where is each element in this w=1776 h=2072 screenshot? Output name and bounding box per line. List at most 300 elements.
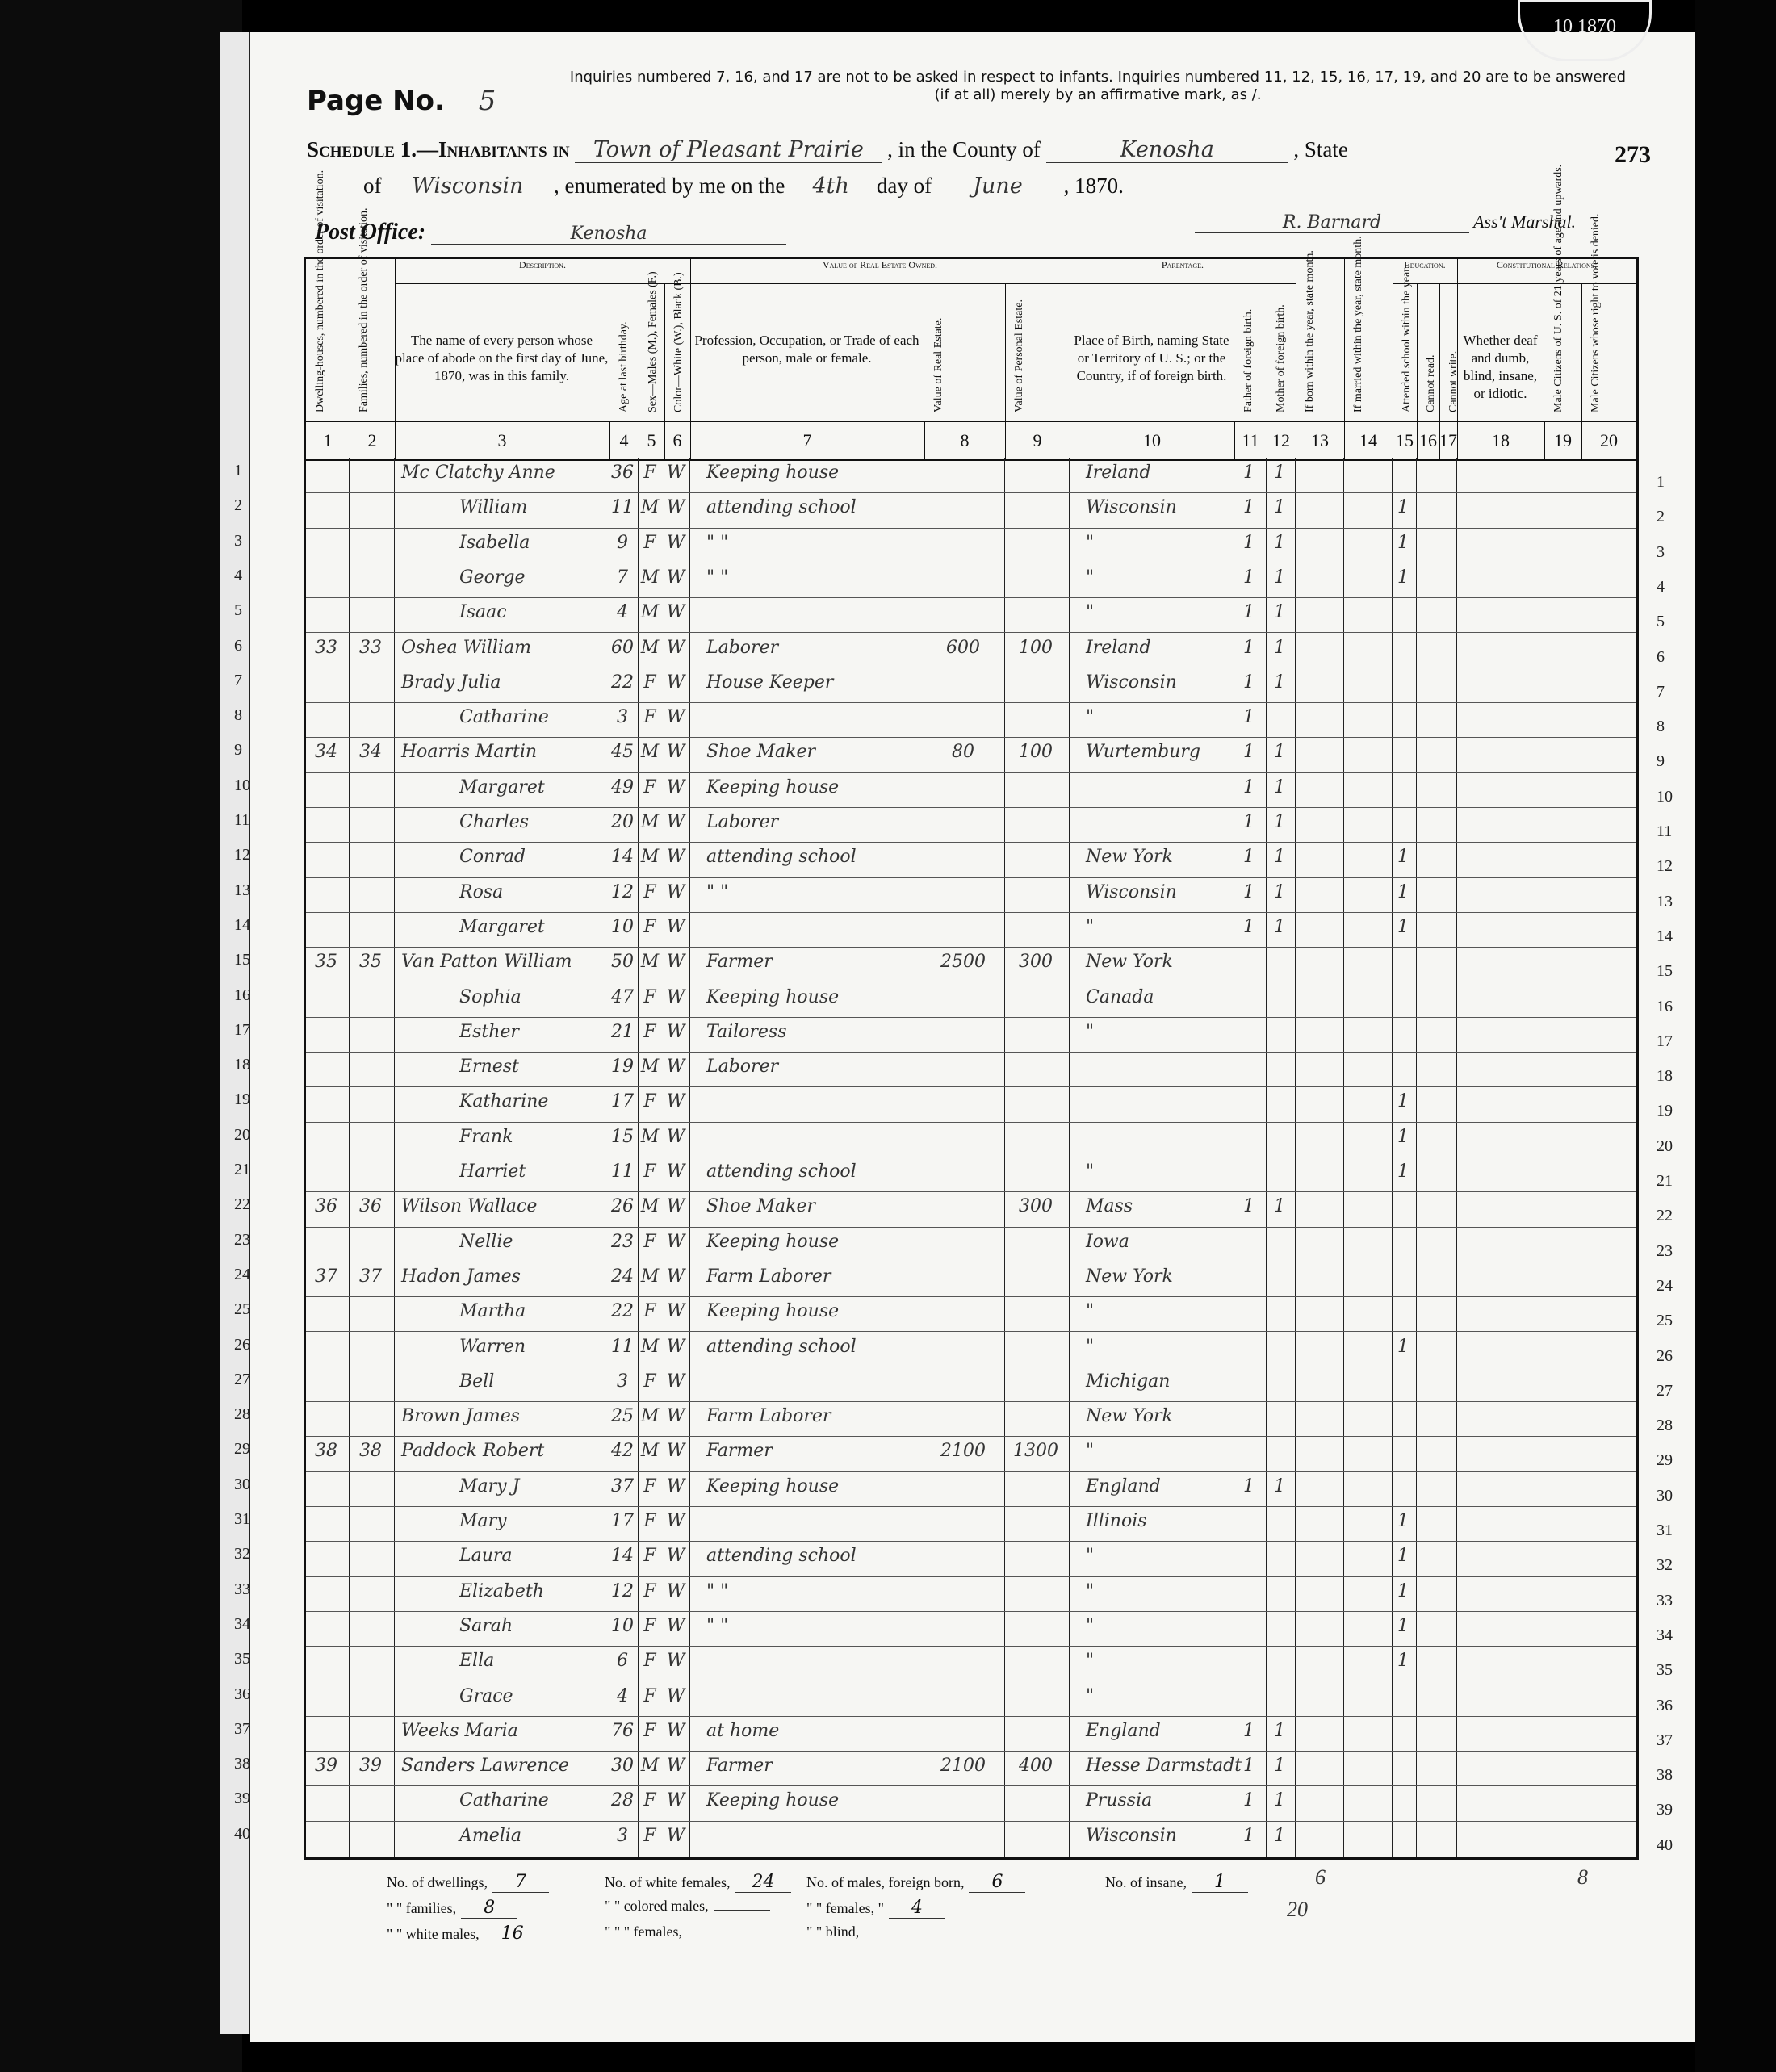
sex: M (640, 637, 660, 658)
attended-school: 1 (1397, 532, 1409, 553)
family-number: 35 (359, 952, 382, 973)
attended-school: 1 (1397, 567, 1409, 588)
attended-school: 1 (1397, 881, 1409, 902)
sex: F (643, 986, 656, 1007)
line-number-left: 35 (234, 1650, 250, 1668)
age: 36 (611, 463, 634, 483)
table-row (306, 1227, 1636, 1262)
father-foreign: 1 (1243, 916, 1255, 937)
age: 42 (611, 1441, 634, 1462)
column-header-15 (1393, 266, 1418, 421)
occupation: Keeping house (706, 1790, 840, 1811)
birthplace: " (1086, 532, 1095, 553)
line-number-right: 27 (1657, 1381, 1673, 1400)
sex: M (640, 847, 660, 868)
birthplace: " (1086, 1301, 1095, 1322)
column-header-10 (1070, 283, 1234, 421)
line-number-left: 30 (234, 1475, 250, 1493)
person-name: Esther (459, 1021, 519, 1042)
column-header-text: Age at last birthday. (618, 321, 630, 412)
line-number-left: 14 (234, 915, 250, 934)
family-number: 33 (359, 637, 382, 658)
group-header-parentage: Parentage. (1070, 259, 1296, 284)
table-row (306, 1541, 1636, 1576)
father-foreign: 1 (1243, 881, 1255, 902)
column-number-12: 12 (1267, 421, 1296, 461)
table-row (306, 947, 1636, 982)
color: W (666, 567, 685, 588)
column-header-13 (1296, 250, 1345, 421)
totals-label: " " families, (387, 1900, 457, 1916)
sex: F (643, 463, 656, 483)
column-header-5 (639, 271, 665, 421)
occupation: Farmer (706, 1441, 773, 1462)
column-header-2 (350, 207, 396, 421)
birthplace: " (1086, 707, 1095, 728)
birthplace: Wisconsin (1086, 497, 1177, 518)
line-number-right: 37 (1657, 1731, 1673, 1749)
line-number-right: 35 (1657, 1661, 1673, 1680)
column-header-text: If married within the year, state month. (1352, 236, 1364, 412)
birthplace: " (1086, 1336, 1095, 1357)
father-foreign: 1 (1243, 847, 1255, 868)
column-total: 6 (1315, 1865, 1326, 1889)
attended-school: 1 (1397, 1336, 1409, 1357)
table-row (306, 668, 1636, 703)
sex: F (643, 1825, 656, 1846)
age: 17 (611, 1091, 634, 1112)
line-number-left: 1 (234, 462, 242, 479)
line-number-right: 24 (1657, 1276, 1673, 1295)
age: 47 (611, 986, 634, 1007)
line-number-left: 8 (234, 706, 242, 725)
color: W (666, 1406, 685, 1427)
person-name: Amelia (459, 1825, 521, 1846)
sex: F (643, 1231, 656, 1252)
personal-estate: 100 (1019, 637, 1053, 658)
mother-foreign: 1 (1274, 1825, 1285, 1846)
birthplace: Illinois (1086, 1511, 1147, 1531)
birthplace: Wisconsin (1086, 672, 1177, 693)
line-number-right: 22 (1657, 1207, 1673, 1225)
sex: F (643, 1615, 656, 1636)
dwelling-number: 38 (315, 1441, 337, 1462)
sex: F (643, 1301, 656, 1322)
day-value: 4th (790, 174, 871, 199)
totals-section (306, 1857, 1636, 1944)
color: W (666, 1091, 685, 1112)
color: W (666, 1651, 685, 1672)
age: 17 (611, 1511, 634, 1531)
person-name: Katharine (459, 1091, 549, 1112)
mother-foreign: 1 (1274, 672, 1285, 693)
line-number-left: 38 (234, 1755, 250, 1773)
totals-label: No. of insane, (1105, 1874, 1187, 1890)
age: 3 (617, 707, 628, 728)
color: W (666, 672, 685, 693)
column-header-text: Profession, Occupation, or Trade of each person, male or female. (694, 333, 919, 366)
line-number-right: 25 (1657, 1312, 1673, 1330)
column-header-18 (1457, 283, 1544, 421)
column-header-text: Cannot write. (1447, 350, 1460, 412)
family-number: 34 (359, 742, 382, 763)
mother-foreign: 1 (1274, 1756, 1285, 1777)
occupation: " " (706, 567, 729, 588)
person-name: Catharine (459, 1790, 549, 1811)
column-header-text: Male Citizens of U. S. of 21 years of age and upwards. (1552, 164, 1564, 412)
color: W (666, 1266, 685, 1287)
column-number-3: 3 (395, 421, 610, 461)
person-name: Mary (459, 1511, 507, 1531)
column-number-7: 7 (690, 421, 925, 461)
father-foreign: 1 (1243, 707, 1255, 728)
birthplace: England (1086, 1476, 1161, 1496)
dwelling-number: 33 (315, 637, 337, 658)
line-number-left: 10 (234, 776, 250, 794)
person-name: Conrad (459, 847, 526, 868)
line-number-right: 12 (1657, 857, 1673, 876)
table-row (306, 1367, 1636, 1402)
marshal-line: R. Barnard Ass't Marshal. (1195, 211, 1576, 233)
birthplace: Iowa (1086, 1231, 1129, 1252)
line-number-left: 36 (234, 1685, 250, 1703)
column-total: 8 (1577, 1865, 1588, 1889)
birthplace: Canada (1086, 986, 1154, 1007)
age: 9 (617, 532, 628, 553)
line-number-left: 33 (234, 1580, 250, 1598)
occupation: attending school (706, 1162, 857, 1182)
line-number-right: 11 (1657, 823, 1673, 840)
line-number-right: 28 (1657, 1417, 1673, 1435)
occupation: Keeping house (706, 1231, 840, 1252)
real-estate: 2100 (940, 1756, 986, 1777)
age: 76 (611, 1720, 634, 1741)
line-number-right: 7 (1657, 682, 1665, 701)
column-total: 20 (1287, 1898, 1308, 1921)
table-row (306, 1436, 1636, 1471)
sex: M (640, 742, 660, 763)
color: W (666, 1057, 685, 1078)
color: W (666, 986, 685, 1007)
table-row (306, 1751, 1636, 1786)
line-number-right: 10 (1657, 787, 1673, 806)
column-number-11: 11 (1234, 421, 1267, 461)
color: W (666, 1720, 685, 1741)
line-number-right: 26 (1657, 1346, 1673, 1365)
person-name: Sanders Lawrence (401, 1756, 569, 1777)
table-row (306, 912, 1636, 948)
color: W (666, 952, 685, 973)
person-name: Isaac (459, 602, 507, 623)
line-number-left: 28 (234, 1405, 250, 1424)
dwelling-number: 35 (315, 952, 337, 973)
line-number-left: 4 (234, 566, 242, 584)
line-number-left: 32 (234, 1545, 250, 1563)
age: 12 (611, 1580, 634, 1601)
totals-label: " " blind, (806, 1923, 860, 1940)
line-number-right: 19 (1657, 1102, 1673, 1120)
sex: F (643, 1546, 656, 1567)
line-number-left: 19 (234, 1090, 250, 1109)
age: 22 (611, 672, 634, 693)
occupation: Laborer (706, 1057, 779, 1078)
color: W (666, 1546, 685, 1567)
person-name: Catharine (459, 707, 549, 728)
column-header-11 (1234, 283, 1267, 421)
age: 26 (611, 1196, 634, 1217)
father-foreign: 1 (1243, 497, 1255, 518)
age: 10 (611, 1615, 634, 1636)
totals-item (806, 1898, 945, 1919)
person-name: Ernest (459, 1057, 519, 1078)
group-header-value: Value of Real Estate Owned. (690, 259, 1070, 284)
totals-item (605, 1898, 770, 1915)
line-number-right: 15 (1657, 962, 1673, 981)
father-foreign: 1 (1243, 742, 1255, 763)
age: 14 (611, 1546, 634, 1567)
sex: F (643, 1476, 656, 1496)
table-row (306, 563, 1636, 598)
schedule-line: Schedule 1.—Inhabitants in Town of Pleasant Prairie , in the County of Kenosha , State (307, 137, 1348, 162)
age: 6 (617, 1651, 628, 1672)
sex: F (643, 916, 656, 937)
line-number-left: 12 (234, 846, 250, 864)
column-header-14 (1344, 236, 1393, 421)
column-header-6 (664, 272, 691, 421)
line-number-left: 23 (234, 1230, 250, 1249)
post-office-line: Post Office: Kenosha (315, 220, 786, 245)
color: W (666, 916, 685, 937)
birthplace: New York (1086, 952, 1173, 973)
mother-foreign: 1 (1274, 602, 1285, 623)
totals-label: " " white males, (387, 1926, 480, 1942)
person-name: Bell (459, 1371, 495, 1392)
age: 10 (611, 916, 634, 937)
table-row (306, 702, 1636, 738)
father-foreign: 1 (1243, 567, 1255, 588)
column-number-15: 15 (1393, 421, 1418, 461)
column-header-text: Attended school within the year. (1401, 266, 1413, 412)
sex: M (640, 1756, 660, 1777)
column-header-19 (1544, 164, 1582, 421)
age: 15 (611, 1126, 634, 1147)
birthplace: Michigan (1086, 1371, 1171, 1392)
town-value: Town of Pleasant Prairie (575, 137, 882, 163)
totals-item (387, 1898, 517, 1919)
family-number: 37 (359, 1266, 382, 1287)
column-number-20: 20 (1581, 421, 1637, 461)
birthplace: " (1086, 1615, 1095, 1636)
line-number-left: 34 (234, 1614, 250, 1633)
mother-foreign: 1 (1274, 463, 1285, 483)
sex: F (643, 1091, 656, 1112)
page-number-label: Page No. 5 (307, 85, 496, 117)
table-row (306, 737, 1636, 772)
column-header-text: If born within the year, state month. (1304, 250, 1316, 412)
color: W (666, 707, 685, 728)
occupation: Keeping house (706, 1301, 840, 1322)
color: W (666, 637, 685, 658)
occupation: Farm Laborer (706, 1266, 831, 1287)
color: W (666, 1441, 685, 1462)
group-header-description: Description. (395, 259, 691, 284)
table-row (306, 1122, 1636, 1157)
person-name: Wilson Wallace (401, 1196, 538, 1217)
color: W (666, 602, 685, 623)
dwelling-number: 39 (315, 1756, 337, 1777)
age: 11 (611, 1162, 634, 1182)
line-number-right: 29 (1657, 1451, 1673, 1470)
column-number-16: 16 (1417, 421, 1440, 461)
attended-school: 1 (1397, 916, 1409, 937)
occupation: Shoe Maker (706, 1196, 816, 1217)
totals-label: No. of white females, (605, 1874, 731, 1890)
age: 12 (611, 881, 634, 902)
dwelling-number: 36 (315, 1196, 337, 1217)
column-number-4: 4 (609, 421, 639, 461)
age: 49 (611, 776, 634, 797)
table-row (306, 1716, 1636, 1752)
column-header-text: Value of Real Estate. (932, 317, 945, 412)
sex: F (643, 1580, 656, 1601)
table-row (306, 1017, 1636, 1053)
line-number-left: 27 (234, 1370, 250, 1388)
table-row (306, 1576, 1636, 1612)
occupation: Tailoress (706, 1021, 787, 1042)
person-name: Grace (459, 1685, 513, 1706)
attended-school: 1 (1397, 1126, 1409, 1147)
totals-item (605, 1923, 743, 1940)
table-row (306, 1785, 1636, 1821)
column-header-17 (1439, 283, 1458, 421)
county-value: Kenosha (1046, 137, 1288, 163)
post-office-value: Kenosha (431, 224, 786, 245)
line-number-left: 21 (234, 1161, 250, 1178)
line-number-left: 39 (234, 1789, 250, 1808)
line-number-right: 38 (1657, 1766, 1673, 1785)
sex: F (643, 1685, 656, 1706)
birthplace: " (1086, 1162, 1095, 1182)
occupation: Farmer (706, 952, 773, 973)
column-header-text: Families, numbered in the order of visitation. (358, 207, 370, 412)
enumeration-line: of Wisconsin , enumerated by me on the 4th day of June , 1870. (363, 174, 1124, 199)
dwelling-number: 34 (315, 742, 337, 763)
mother-foreign: 1 (1274, 916, 1285, 937)
father-foreign: 1 (1243, 1196, 1255, 1217)
line-number-left: 7 (234, 671, 242, 689)
mother-foreign: 1 (1274, 1790, 1285, 1811)
occupation: Laborer (706, 637, 779, 658)
father-foreign: 1 (1243, 776, 1255, 797)
column-number-13: 13 (1296, 421, 1345, 461)
table-row (306, 1401, 1636, 1437)
line-number-right: 1 (1657, 473, 1665, 491)
column-number-18: 18 (1457, 421, 1545, 461)
person-name: Brown James (401, 1406, 521, 1427)
age: 23 (611, 1231, 634, 1252)
father-foreign: 1 (1243, 463, 1255, 483)
color: W (666, 812, 685, 832)
mother-foreign: 1 (1274, 812, 1285, 832)
birthplace: New York (1086, 1406, 1173, 1427)
line-number-right: 8 (1657, 718, 1665, 736)
table-row (306, 982, 1636, 1018)
line-number-right: 40 (1657, 1835, 1673, 1854)
occupation: attending school (706, 1336, 857, 1357)
group-header-constitutional: Constitutional Relations. (1457, 259, 1637, 284)
column-header-text: The name of every person whose place of abode on the first day of June, 1870, was in this family. (395, 333, 609, 383)
column-header-8 (924, 283, 1006, 421)
family-number: 39 (359, 1756, 382, 1777)
totals-label: No. of males, foreign born, (806, 1874, 965, 1890)
birthplace: Mass (1086, 1196, 1133, 1217)
sex: M (640, 1126, 660, 1147)
sex: F (643, 1511, 656, 1531)
sex: M (640, 1266, 660, 1287)
person-name: Van Patton William (401, 952, 572, 973)
mother-foreign: 1 (1274, 497, 1285, 518)
sex: F (643, 1651, 656, 1672)
line-number-right: 14 (1657, 927, 1673, 945)
birthplace: " (1086, 1546, 1095, 1567)
age: 25 (611, 1406, 634, 1427)
column-header-20 (1581, 213, 1637, 421)
person-name: Sarah (459, 1615, 513, 1636)
color: W (666, 532, 685, 553)
occupation: Keeping house (706, 986, 840, 1007)
color: W (666, 1126, 685, 1147)
father-foreign: 1 (1243, 1790, 1255, 1811)
birthplace: " (1086, 916, 1095, 937)
column-number-2: 2 (350, 421, 396, 461)
column-number-5: 5 (639, 421, 665, 461)
column-number-10: 10 (1070, 421, 1235, 461)
age: 11 (611, 1336, 634, 1357)
sex: M (640, 812, 660, 832)
column-header-9 (1005, 283, 1070, 421)
column-header-16 (1417, 283, 1440, 421)
sex: F (643, 881, 656, 902)
mother-foreign: 1 (1274, 1720, 1285, 1741)
column-number-9: 9 (1005, 421, 1070, 461)
attended-school: 1 (1397, 1162, 1409, 1182)
sex: M (640, 497, 660, 518)
line-number-right: 39 (1657, 1801, 1673, 1819)
month-value: June (937, 174, 1058, 199)
line-number-left: 40 (234, 1824, 250, 1843)
occupation: " " (706, 1615, 729, 1636)
sex: M (640, 602, 660, 623)
occupation: Farmer (706, 1756, 773, 1777)
sex: F (643, 672, 656, 693)
person-name: Brady Julia (401, 672, 501, 693)
age: 11 (611, 497, 634, 518)
column-number-17: 17 (1439, 421, 1458, 461)
table-row (306, 1332, 1636, 1367)
sex: F (643, 1162, 656, 1182)
age: 50 (611, 952, 634, 973)
totals-value: 7 (492, 1872, 549, 1893)
mother-foreign: 1 (1274, 776, 1285, 797)
color: W (666, 1685, 685, 1706)
totals-value: 4 (889, 1898, 945, 1919)
person-name: Mc Clatchy Anne (401, 463, 555, 483)
attended-school: 1 (1397, 497, 1409, 518)
color: W (666, 1476, 685, 1496)
personal-estate: 100 (1019, 742, 1053, 763)
table-row (306, 1821, 1636, 1856)
color: W (666, 1231, 685, 1252)
